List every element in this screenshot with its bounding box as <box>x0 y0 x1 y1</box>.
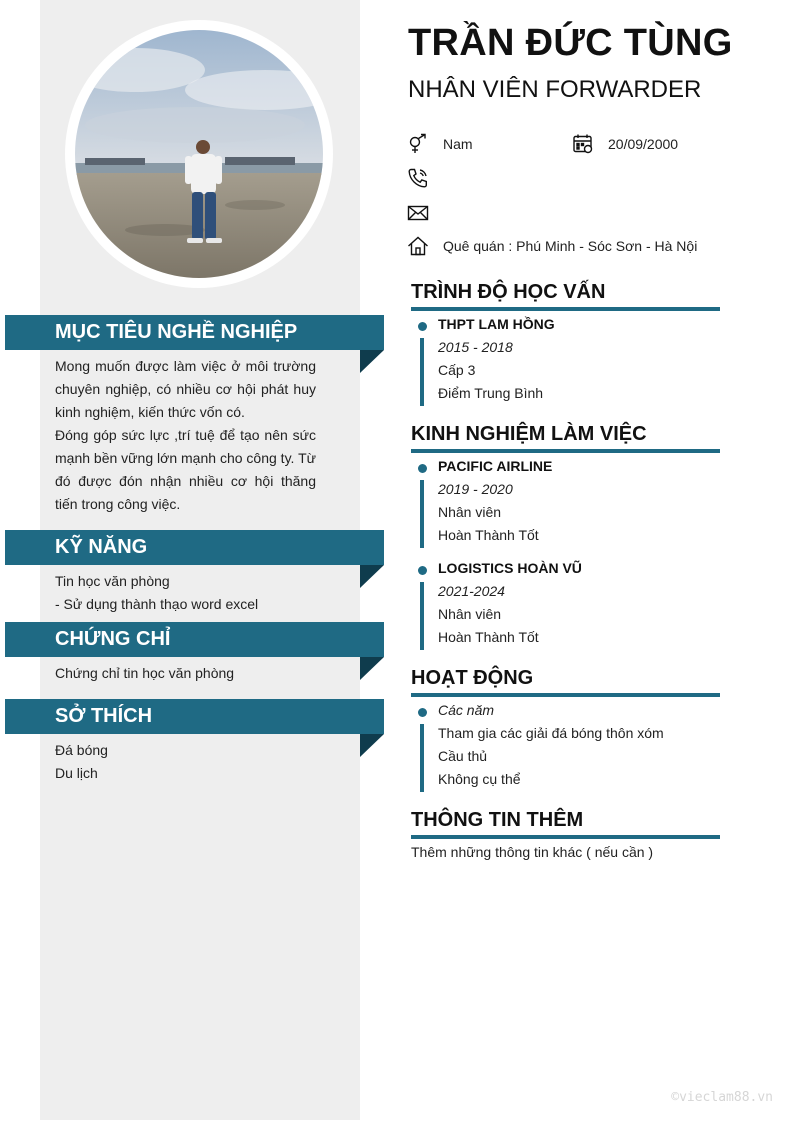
skill-item: - Sử dụng thành thạo word excel <box>55 596 259 612</box>
certificates-list <box>55 662 316 685</box>
experience-result: Hoàn Thành Tốt <box>438 629 539 645</box>
experience-entry <box>418 458 718 550</box>
hobby-item: Du lịch <box>55 765 98 781</box>
education-level: Cấp 3 <box>438 362 476 378</box>
section-header-experience: KINH NGHIỆM LÀM VIỆC <box>411 421 720 453</box>
timeline-line <box>420 724 424 792</box>
avatar-photo <box>75 30 323 278</box>
career-objective-paragraph: Mong muốn được làm việc ở môi trường chuyên nghiệp, có nhiều cơ hội phát huy kinh nghiệm, kiến thức vốn có. <box>55 358 316 420</box>
experience-result: Hoàn Thành Tốt <box>438 527 539 543</box>
career-objective-paragraph: Đóng góp sức lực ,trí tuệ để tạo nên sức mạnh bền vững lớn mạnh cho công ty. Từ đó được đón nhận nhiều cơ hội thăng tiến trong công việc. <box>55 427 316 512</box>
ribbon-fold <box>360 734 384 757</box>
ribbon-fold <box>360 657 384 680</box>
ribbon-fold <box>360 565 384 588</box>
email-icon <box>407 202 429 224</box>
timeline-dot <box>418 322 427 331</box>
experience-company: PACIFIC AIRLINE <box>438 458 553 474</box>
gender-value: Nam <box>443 136 473 152</box>
education-result: Điểm Trung Bình <box>438 385 544 401</box>
home-icon <box>407 235 429 257</box>
activity-role: Cầu thủ <box>438 748 488 764</box>
birthday-value: 20/09/2000 <box>608 136 679 152</box>
activity-description: Tham gia các giải đá bóng thôn xóm <box>438 725 664 741</box>
avatar <box>75 30 323 278</box>
calendar-icon <box>572 133 594 155</box>
education-school: THPT LAM HỒNG <box>438 316 555 332</box>
activity-result: Không cụ thể <box>438 771 521 787</box>
section-header-additional: THÔNG TIN THÊM <box>411 807 720 839</box>
experience-role: Nhân viên <box>438 606 502 622</box>
experience-role: Nhân viên <box>438 504 502 520</box>
experience-entry <box>418 560 718 652</box>
skill-item: Tin học văn phòng <box>55 573 170 589</box>
timeline-dot <box>418 708 427 717</box>
experience-company: LOGISTICS HOÀN VŨ <box>438 560 582 576</box>
additional-text: Thêm những thông tin khác ( nếu cần ) <box>411 844 654 860</box>
ribbon-fold <box>360 350 384 373</box>
phone-icon <box>407 167 429 189</box>
certificate-item: Chứng chỉ tin học văn phòng <box>55 665 235 681</box>
section-header-hobbies: SỞ THÍCH <box>5 699 384 734</box>
timeline-dot <box>418 464 427 473</box>
timeline-line <box>420 480 424 548</box>
education-period: 2015 - 2018 <box>438 339 513 355</box>
timeline-dot <box>418 566 427 575</box>
section-header-career-objective: MỤC TIÊU NGHỀ NGHIỆP <box>5 315 384 350</box>
hobby-item: Đá bóng <box>55 742 108 758</box>
activity-entry <box>418 702 718 794</box>
section-header-skills: KỸ NĂNG <box>5 530 384 565</box>
timeline-line <box>420 338 424 406</box>
candidate-position: NHÂN VIÊN FORWARDER <box>408 76 702 103</box>
experience-period: 2019 - 2020 <box>438 481 513 497</box>
career-objective-text <box>55 355 316 516</box>
gender-icon <box>407 133 429 155</box>
hobbies-list <box>55 739 316 785</box>
section-header-certificates: CHỨNG CHỈ <box>5 622 384 657</box>
experience-period: 2021-2024 <box>438 583 505 599</box>
skills-list <box>55 570 316 616</box>
section-header-education: TRÌNH ĐỘ HỌC VẤN <box>411 279 720 311</box>
section-header-activities: HOẠT ĐỘNG <box>411 665 720 697</box>
watermark: ©vieclam88.vn <box>671 1090 773 1105</box>
hometown-value: Quê quán : Phú Minh - Sóc Sơn - Hà Nội <box>443 238 698 254</box>
candidate-name: TRẦN ĐỨC TÙNG <box>408 22 733 64</box>
activity-period: Các năm <box>438 702 495 718</box>
timeline-line <box>420 582 424 650</box>
education-entry <box>418 316 718 408</box>
